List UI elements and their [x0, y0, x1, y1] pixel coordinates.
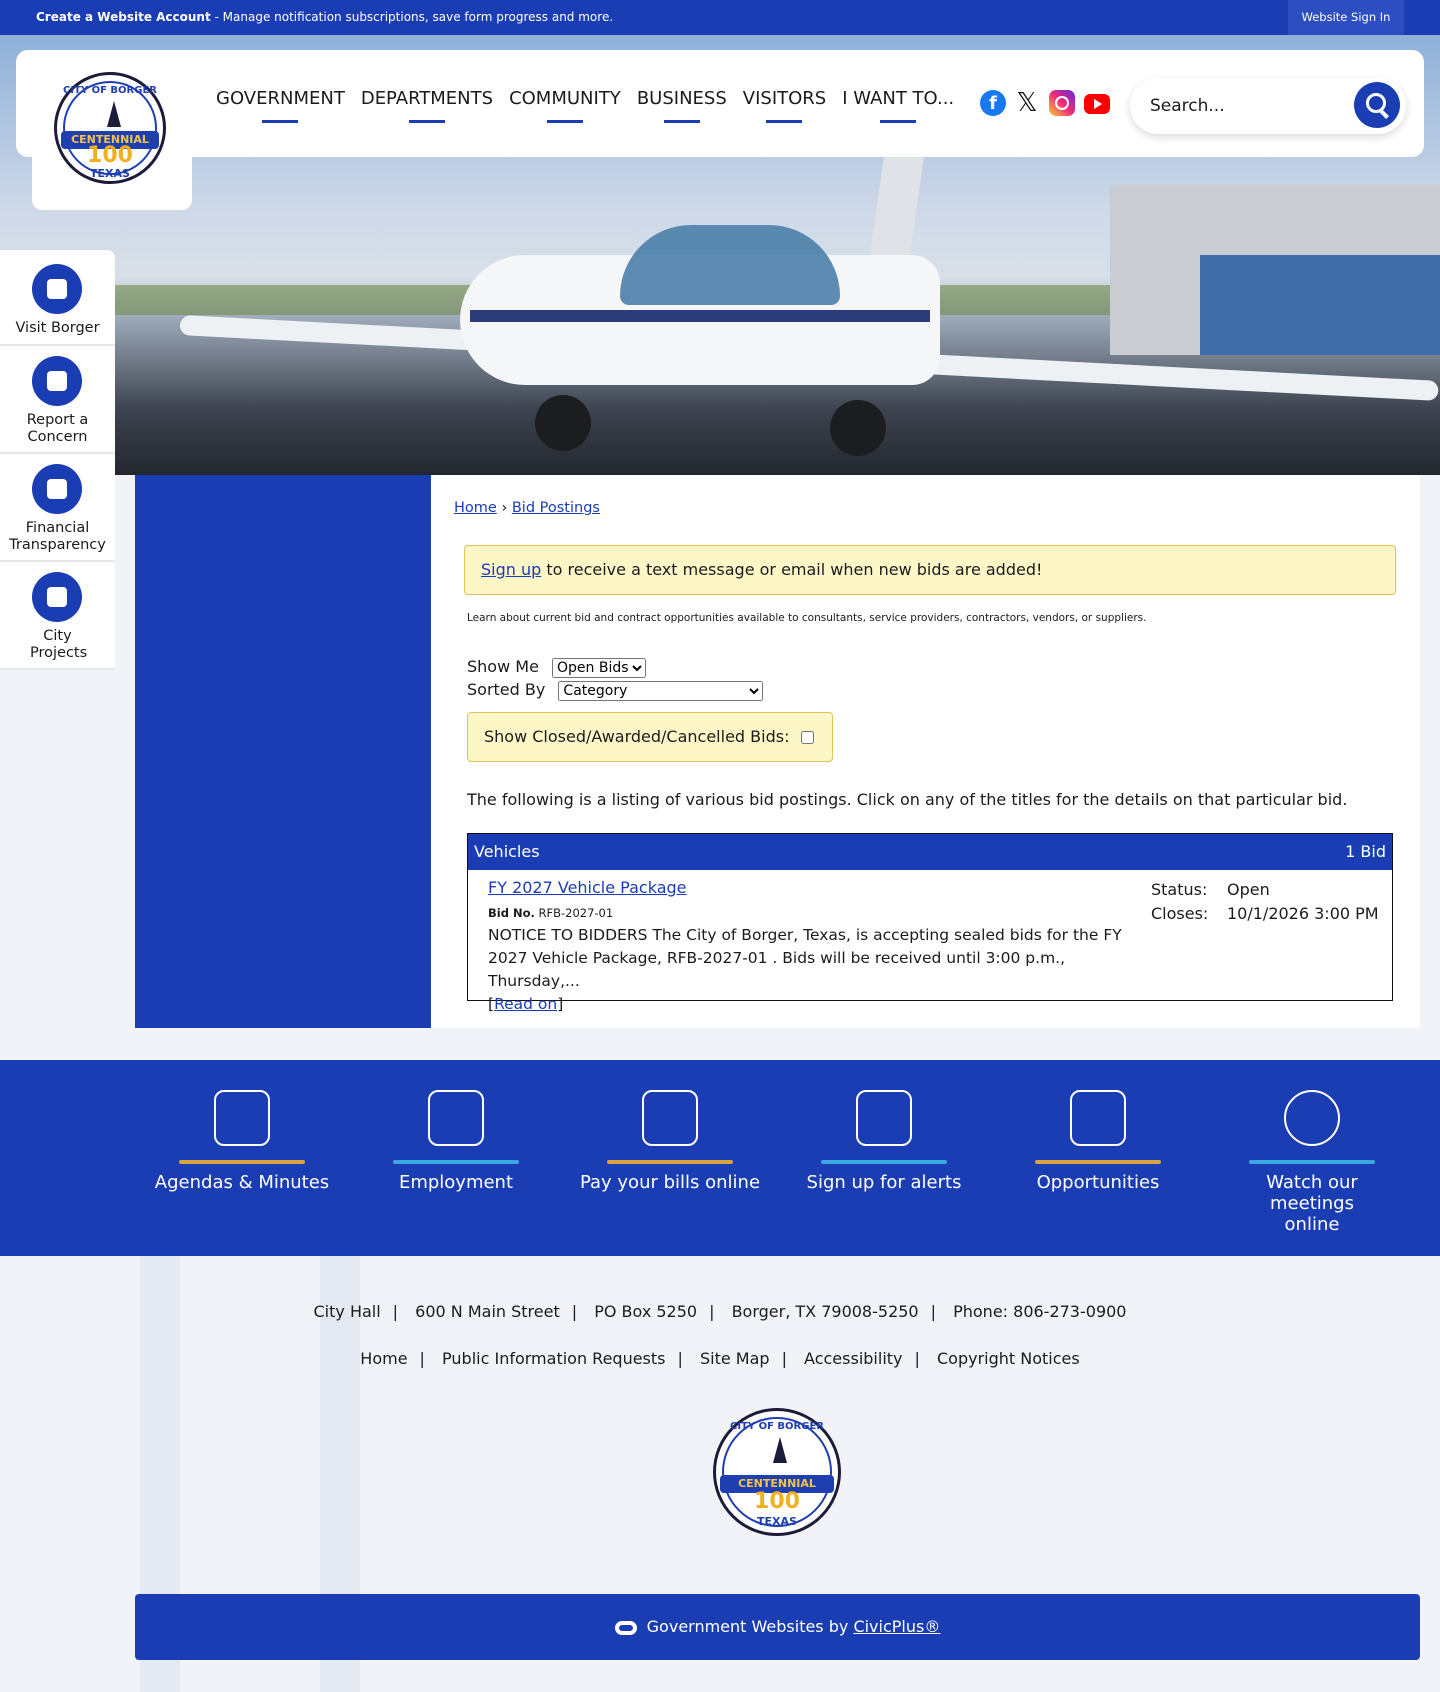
- credit-text: Government Websites by: [646, 1617, 854, 1636]
- mail-alert-icon: [856, 1090, 912, 1146]
- action-label: Watch our meetings online: [1266, 1172, 1358, 1235]
- briefcase-icon: [428, 1090, 484, 1146]
- search-icon[interactable]: [1354, 82, 1400, 128]
- hero-hangar: [1110, 185, 1440, 355]
- account-bar: [0, 0, 1440, 35]
- signup-link[interactable]: Sign up: [481, 560, 542, 579]
- seal-bottom-text: TEXAS: [90, 167, 130, 180]
- quick-link-label: Financial Transparency: [9, 520, 106, 553]
- bid-status: [1151, 878, 1379, 926]
- youtube-icon[interactable]: [1084, 94, 1110, 114]
- breadcrumb-separator: ›: [501, 500, 508, 516]
- search-input[interactable]: [1150, 92, 1330, 120]
- nav-community[interactable]: [501, 88, 629, 128]
- nav-label: DEPARTMENTS: [360, 88, 494, 109]
- facebook-icon[interactable]: f: [980, 90, 1006, 116]
- nav-label: VISITORS: [742, 88, 827, 109]
- city-seal-logo[interactable]: [54, 72, 166, 184]
- logo-tab[interactable]: [32, 60, 192, 210]
- bid-title-link[interactable]: FY 2027 Vehicle Package: [488, 878, 687, 897]
- address-city-hall: City Hall: [313, 1302, 381, 1321]
- separator: |: [709, 1302, 715, 1321]
- quick-link-city-projects[interactable]: [0, 562, 115, 670]
- footer-links: [0, 1349, 1440, 1368]
- separator: |: [677, 1349, 683, 1368]
- secondary-nav-panel: [135, 475, 431, 1028]
- nav-visitors[interactable]: [735, 88, 834, 128]
- show-closed-checkbox[interactable]: [801, 731, 814, 744]
- listing-description: The following is a listing of various bid postings. Click on any of the titles for the details on that particular bid.: [467, 790, 1348, 809]
- bid-number-value: RFB-2027-01: [538, 906, 614, 920]
- nav-underline: [664, 120, 700, 123]
- quick-link-financial-transparency[interactable]: [0, 454, 115, 562]
- closes-value: 10/1/2026 3:00 PM: [1227, 904, 1379, 923]
- bid-description-text: NOTICE TO BIDDERS The City of Borger, Texas, is accepting sealed bids for the FY 2027 Vehicle Package, RFB-2027-01 . Bids will be received until 3:00 p.m., Thursday,...: [488, 926, 1122, 990]
- action-label: Pay your bills online: [579, 1172, 761, 1193]
- action-pay-bills[interactable]: [563, 1090, 777, 1193]
- chat-icon: [32, 356, 82, 406]
- address-po-box: PO Box 5250: [594, 1302, 698, 1321]
- quick-actions-band: [0, 1060, 1440, 1256]
- closes-row: [1151, 902, 1379, 926]
- seal-bottom-text: TEXAS: [757, 1515, 797, 1528]
- oil-rig-icon: [107, 101, 121, 127]
- bid-category-header: [468, 834, 1392, 870]
- quick-link-label: Visit Borger: [15, 320, 100, 336]
- x-icon[interactable]: 𝕏: [1016, 88, 1038, 118]
- accent-bar: [821, 1160, 947, 1164]
- breadcrumb-bid-postings[interactable]: Bid Postings: [511, 500, 600, 516]
- breadcrumb: [454, 500, 600, 516]
- quick-link-label: City Projects: [30, 628, 88, 661]
- seal-hundred: 100: [87, 143, 133, 168]
- show-me-select[interactable]: [552, 658, 646, 678]
- footer-city-seal[interactable]: [713, 1408, 841, 1536]
- play-icon: [1284, 1090, 1340, 1146]
- bid-category-name: Vehicles: [474, 842, 540, 861]
- bid-count: 1 Bid: [1345, 842, 1386, 861]
- accent-bar: [179, 1160, 305, 1164]
- website-sign-in-button[interactable]: Website Sign In: [1288, 0, 1404, 35]
- sorted-by-select[interactable]: [558, 681, 763, 701]
- action-agendas-minutes[interactable]: [135, 1090, 349, 1193]
- nav-i-want-to[interactable]: [834, 88, 962, 128]
- nav-business[interactable]: [629, 88, 735, 128]
- bid-category-table: [467, 833, 1393, 1013]
- action-sign-up-alerts[interactable]: [777, 1090, 991, 1193]
- nav-underline: [409, 120, 445, 123]
- action-employment[interactable]: [349, 1090, 563, 1193]
- hangar-door: [1200, 255, 1440, 355]
- separator: |: [571, 1302, 578, 1321]
- instagram-icon[interactable]: [1049, 90, 1075, 116]
- presentation-icon: [32, 464, 82, 514]
- nav-underline: [547, 120, 583, 123]
- plane-stripe: [470, 310, 930, 322]
- plane-canopy: [620, 225, 840, 305]
- civicplus-link[interactable]: CivicPlus®: [853, 1617, 941, 1636]
- address-city-state: Borger, TX 79008-5250: [731, 1302, 919, 1321]
- accent-bar: [1035, 1160, 1161, 1164]
- bill-check-icon: [642, 1090, 698, 1146]
- sorted-by-row: [467, 680, 763, 701]
- action-label: Opportunities: [1036, 1172, 1160, 1193]
- nav-label: I WANT TO...: [842, 88, 955, 109]
- main-nav: [208, 88, 962, 128]
- seal-top-text: CITY OF BORGER: [730, 1421, 824, 1432]
- building-icon: [32, 264, 82, 314]
- calendar-icon: [214, 1090, 270, 1146]
- action-watch-meetings[interactable]: [1205, 1090, 1419, 1235]
- quick-links-sidebar: [0, 250, 115, 670]
- plane-wheel: [830, 400, 886, 456]
- breadcrumb-home[interactable]: Home: [454, 500, 497, 516]
- sorted-by-label: Sorted By: [467, 680, 546, 699]
- bid-number: [488, 906, 613, 920]
- folder-plus-icon: [32, 572, 82, 622]
- search-box: [1130, 78, 1406, 134]
- nav-underline: [880, 120, 916, 123]
- quick-link-visit-borger[interactable]: [0, 250, 115, 346]
- nav-underline: [262, 120, 298, 123]
- separator: |: [914, 1349, 920, 1368]
- action-label: Agendas & Minutes: [154, 1172, 330, 1193]
- create-account-link[interactable]: Create a Website Account: [36, 10, 211, 24]
- seal-top-text: CITY OF BORGER: [63, 85, 157, 96]
- status-value: Open: [1227, 880, 1270, 899]
- accent-bar: [1249, 1160, 1375, 1164]
- footer-link-accessibility[interactable]: Accessibility: [804, 1349, 903, 1368]
- create-account-description: - Manage notification subscriptions, save form progress and more.: [210, 10, 614, 24]
- separator: |: [930, 1302, 936, 1321]
- separator: |: [392, 1302, 399, 1321]
- seal-banner: CENTENNIAL: [720, 1475, 834, 1493]
- separator: |: [781, 1349, 787, 1368]
- nav-label: GOVERNMENT: [216, 88, 345, 109]
- bid-description: NOTICE TO BIDDERS The City of Borger, Texas, is accepting sealed bids for the FY 2027 Vehicle Package, RFB-2027-01 . Bids will be received until 3:00 p.m., Thursday,... [Read on]: [488, 926, 1122, 1013]
- intro-text: Learn about current bid and contract opportunities available to consultants, service providers, contractors, vendors, or suppliers.: [467, 612, 1147, 624]
- accent-bar: [607, 1160, 733, 1164]
- address-street: 600 N Main Street: [415, 1302, 560, 1321]
- civicplus-credit: [135, 1594, 1420, 1660]
- nav-label: BUSINESS: [636, 88, 727, 109]
- oil-rig-icon: [773, 1437, 787, 1463]
- nav-government[interactable]: [208, 88, 353, 128]
- document-icon: [1070, 1090, 1126, 1146]
- nav-departments[interactable]: [353, 88, 501, 128]
- show-me-label: Show Me: [467, 657, 539, 676]
- notice-text: to receive a text message or email when new bids are added!: [541, 560, 1043, 579]
- signup-notice: [464, 545, 1396, 595]
- action-label: Sign up for alerts: [806, 1172, 962, 1193]
- separator: |: [419, 1349, 425, 1368]
- footer-link-public-info[interactable]: Public Information Requests: [442, 1349, 666, 1368]
- footer-link-site-map[interactable]: Site Map: [699, 1349, 770, 1368]
- closes-label: Closes:: [1151, 904, 1209, 923]
- bid-number-label: Bid No.: [488, 906, 535, 920]
- status-label: Status:: [1151, 880, 1208, 899]
- seal-banner: CENTENNIAL: [61, 131, 159, 149]
- nav-underline: [766, 120, 802, 123]
- status-row: [1151, 878, 1379, 902]
- address-phone[interactable]: Phone: 806-273-0900: [953, 1302, 1127, 1321]
- show-closed-box: [467, 712, 833, 762]
- plane-wheel: [535, 395, 591, 451]
- footer-link-copyright[interactable]: Copyright Notices: [936, 1349, 1080, 1368]
- read-on-link[interactable]: Read on: [494, 995, 558, 1013]
- seal-hundred: 100: [754, 1489, 800, 1514]
- accent-bar: [393, 1160, 519, 1164]
- quick-link-report-concern[interactable]: [0, 346, 115, 454]
- footer-link-home[interactable]: Home: [360, 1349, 408, 1368]
- quick-link-label: Report a Concern: [26, 412, 89, 445]
- action-opportunities[interactable]: [991, 1090, 1205, 1193]
- show-me-row: [467, 657, 646, 678]
- main-content: [431, 475, 1420, 1028]
- show-closed-label: Show Closed/Awarded/Cancelled Bids:: [484, 727, 790, 746]
- civicplus-logo-icon: [615, 1621, 637, 1635]
- footer-address: [0, 1302, 1440, 1321]
- create-account-message[interactable]: [36, 10, 613, 24]
- nav-label: COMMUNITY: [509, 88, 621, 109]
- action-label: Employment: [398, 1172, 514, 1193]
